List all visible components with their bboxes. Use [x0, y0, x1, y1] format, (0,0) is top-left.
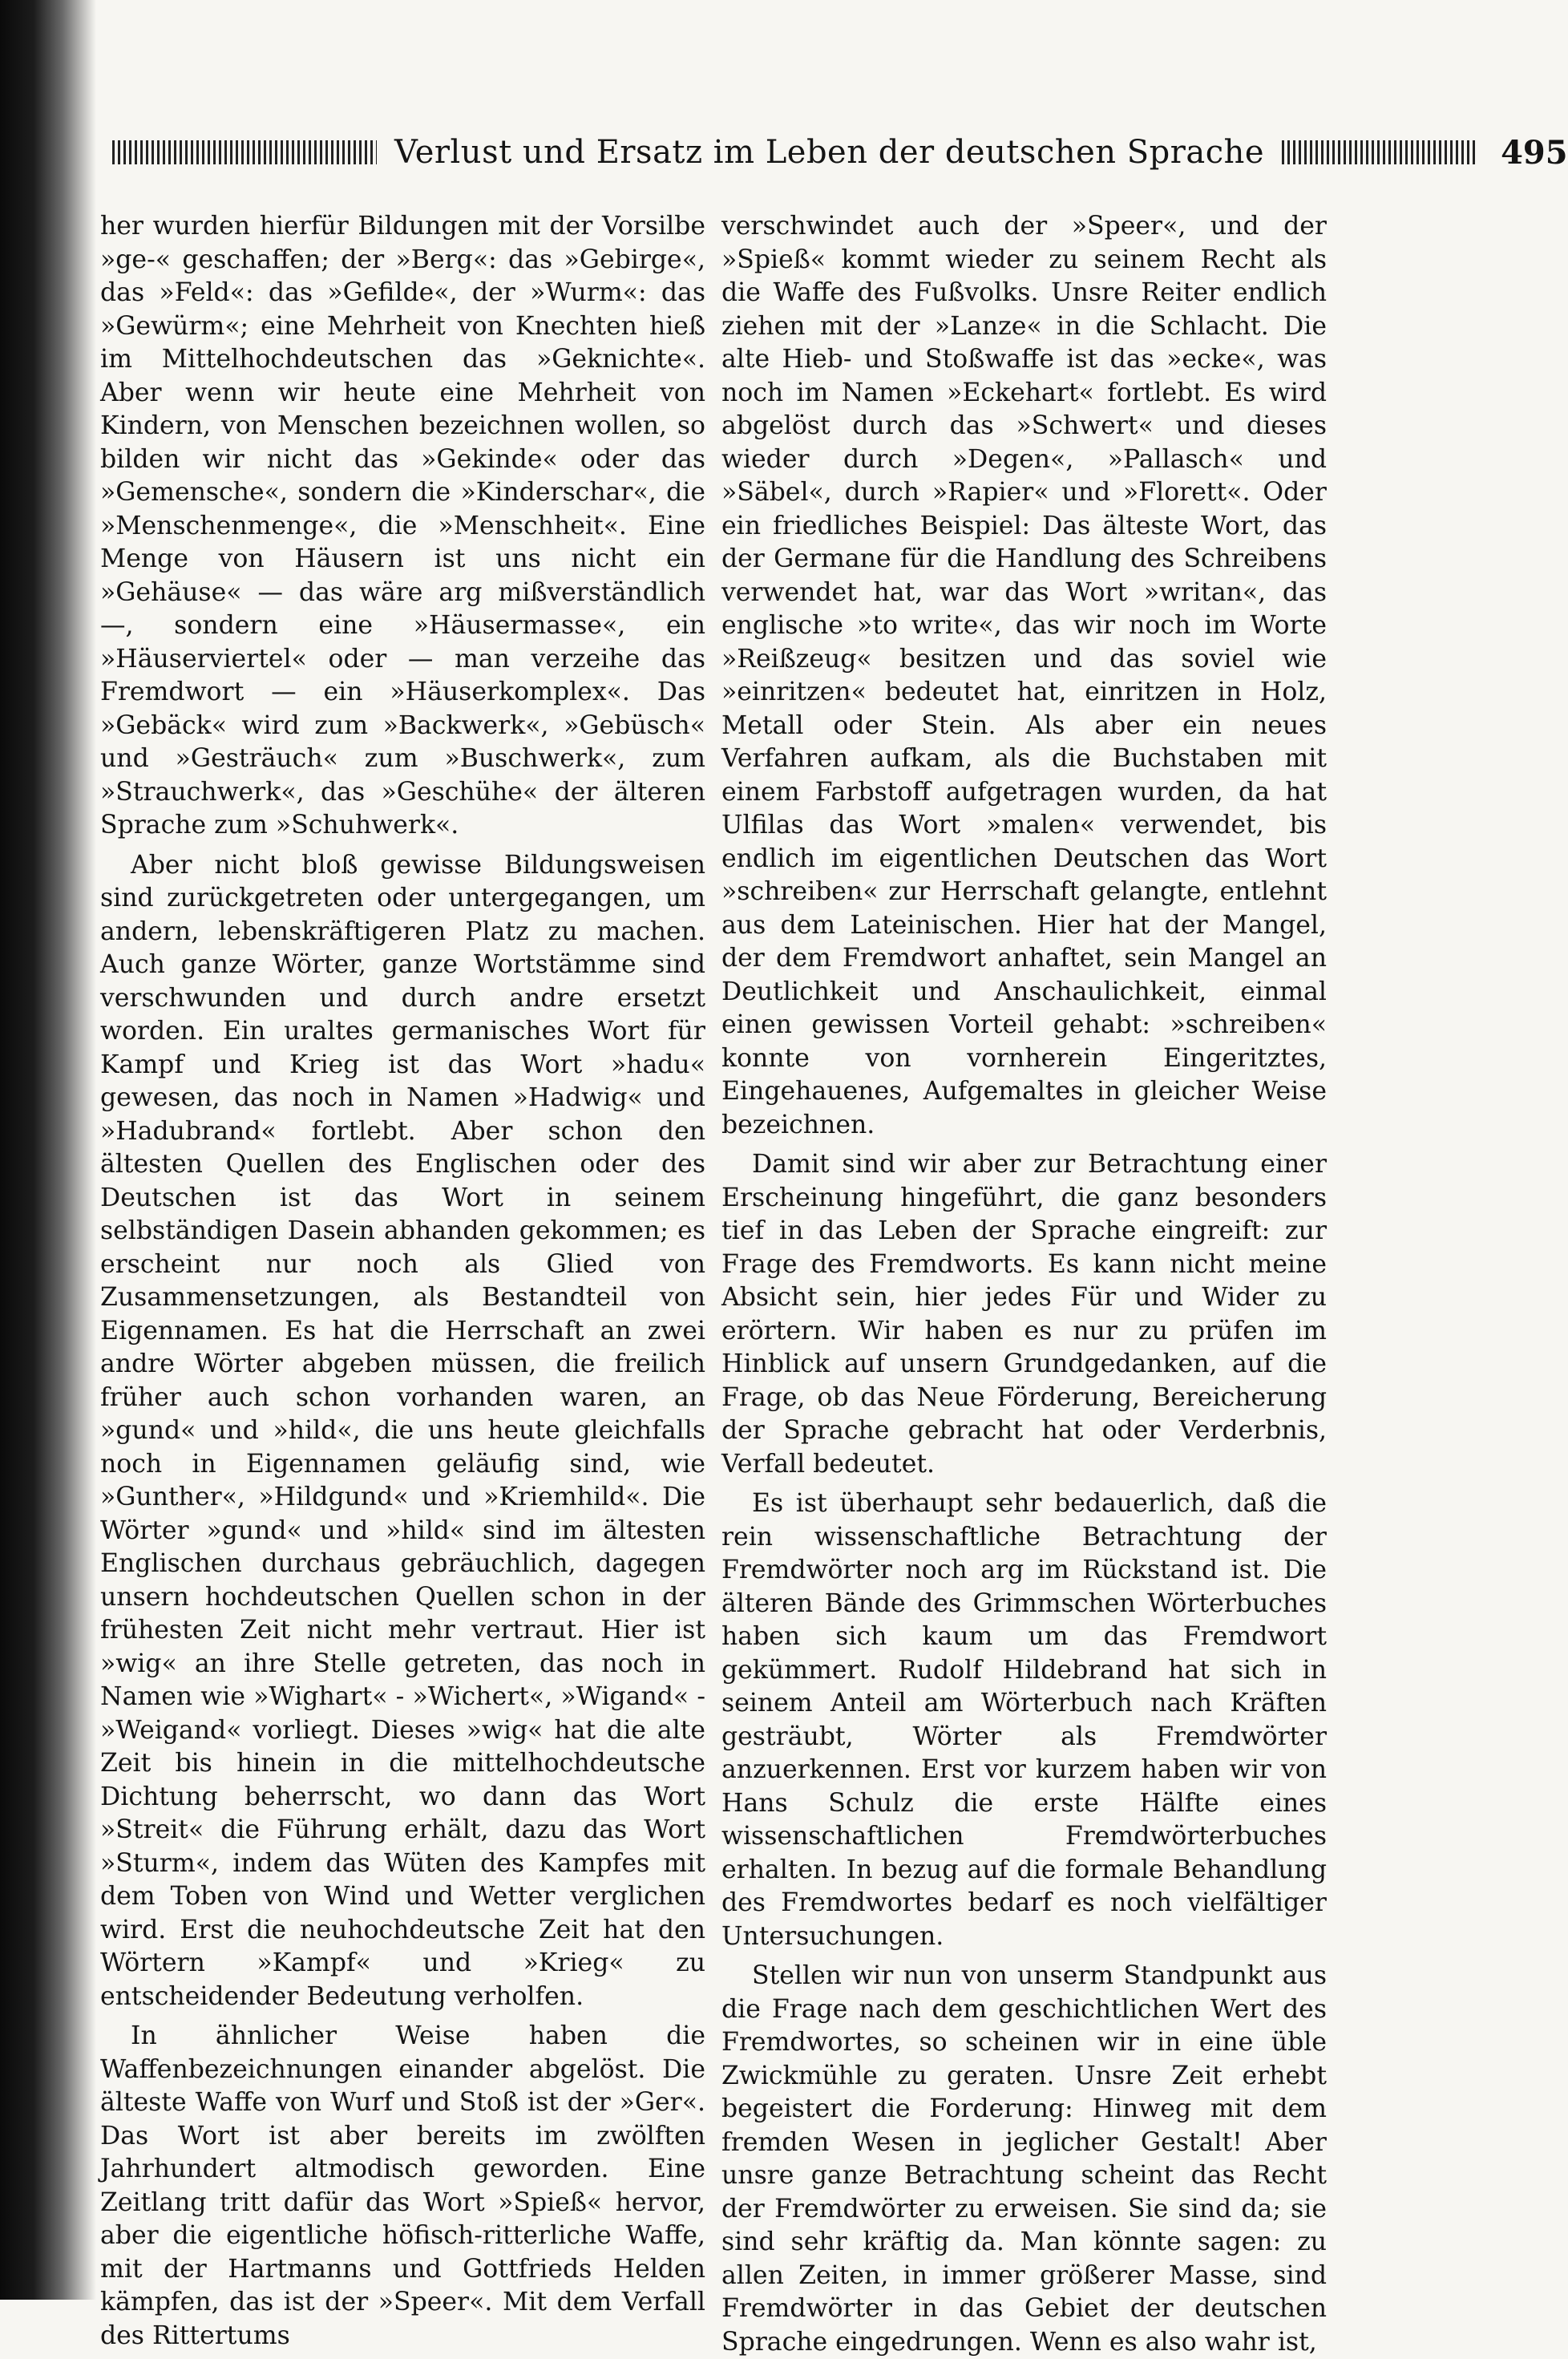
header-ornament-left	[112, 140, 377, 164]
page-header	[112, 120, 1568, 184]
running-title: Verlust und Ersatz im Leben der deutschen Sprache	[394, 134, 1265, 171]
header-ornament-right	[1282, 140, 1478, 164]
right-column	[721, 210, 1327, 2359]
paragraph: Stellen wir nun von unserm Standpunkt aus die Frage nach dem geschichtlichen Wert des Fremdwortes, so scheinen wir in eine üble Zwickmühle zu geraten. Unsre Zeit erhebt begeistert die Forderung: Hinweg mit dem fremden Wesen in jeglicher Gestalt! Aber unsre ganze Betrachtung scheint das Recht der Fremdwörter zu erweisen. Sie sind da; sie sind sehr kräftig da. Man könnte sagen: zu allen Zeiten, in immer größerer Masse, sind Fremdwörter in das Gebiet der deutschen Sprache eingedrungen. Wenn es also wahr ist,	[721, 1961, 1327, 2357]
page-number: 495	[1501, 133, 1568, 172]
paragraph: Damit sind wir aber zur Betrachtung einer Erscheinung hingeführt, die ganz besonders tief in das Leben der Sprache eingreift: zur Frage des Fremdworts. Es kann nicht meine Absicht sein, hier jedes Für und Wider zu erörtern. Wir haben es nur zu prüfen im Hinblick auf unsern Grundgedanken, auf die Frage, ob das Neue Förderung, Bereicherung der Sprache gebracht hat oder Verderbnis, Verfall bedeutet.	[721, 1150, 1327, 1479]
paragraph: Aber nicht bloß gewisse Bildungsweisen sind zurückgetreten oder untergegangen, um andern, lebenskräftigeren Platz zu machen. Auch ganze Wörter, ganze Wortstämme sind verschwunden und durch andre ersetzt worden. Ein uraltes germanisches Wort für Kampf und Krieg ist das Wort »hadu« gewesen, das noch in Namen »Hadwig« und »Hadubrand« fortlebt. Aber schon den ältesten Quellen des Englischen oder des Deutschen ist das Wort in seinem selbständigen Dasein abhanden gekommen; es erscheint nur noch als Glied von Zusammensetzungen, als Bestandteil von Eigennamen. Es hat die Herrschaft an zwei andre Wörter abgeben müssen, die freilich früher auch schon vorhanden waren, an »gund« und »hild«, die uns heute gleichfalls noch in Eigennamen geläufig sind, wie »Gunther«, »Hildgund« und »Kriemhild«. Die Wörter »gund« und »hild« sind im ältesten Englischen durchaus gebräuchlich, dagegen unsern hochdeutschen Quellen schon in der frühesten Zeit nicht mehr vertraut. Hier ist »wig« an ihre Stelle getreten, das noch in Namen wie »Wighart« - »Wichert«, »Wigand« - »Weigand« vorliegt. Dieses »wig« hat die alte Zeit bis hinein in die mittelhochdeutsche Dichtung beherrscht, wo dann das Wort »Streit« die Führung erhält, dazu das Wort »Sturm«, indem das Wüten des Kampfes mit dem Toben von Wind und Wetter verglichen wird. Erst die neuhochdeutsche Zeit hat den Wörtern »Kampf« und »Krieg« zu entscheidender Bedeutung verholfen.	[100, 850, 705, 2011]
scan-edge-shadow	[0, 0, 96, 2300]
paragraph: verschwindet auch der »Speer«, und der »Spieß« kommt wieder zu seinem Recht als die Waffe des Fußvolks. Unsre Reiter endlich ziehen mit der »Lanze« in die Schlacht. Die alte Hieb- und Stoßwaffe ist das »ecke«, was noch im Namen »Eckehart« fortlebt. Es wird abgelöst durch das »Schwert« und dieses wieder durch »Degen«, »Pallasch« und »Säbel«, durch »Rapier« und »Florett«. Oder ein friedliches Beispiel: Das älteste Wort, das der Germane für die Handlung des Schreibens verwendet hat, war das Wort »writan«, das englische »to write«, das wir noch im Worte »Reißzeug« besitzen und das soviel wie »einritzen« bedeutet hat, einritzen in Holz, Metall oder Stein. Als aber ein neues Verfahren aufkam, als die Buchstaben mit einem Farbstoff aufgetragen wurden, da hat Ulfilas das Wort »malen« verwendet, bis endlich im eigentlichen Deutschen das Wort »schreiben« zur Herrschaft gelangte, entlehnt aus dem Lateinischen. Hier hat der Mangel, der dem Fremdwort anhaftet, sein Mangel an Deutlichkeit und Anschaulichkeit, einmal einen gewissen Vorteil gehabt: »schreiben« konnte von vornherein Eingeritztes, Eingehauenes, Aufgemaltes in gleicher Weise bezeichnen.	[721, 212, 1327, 1139]
paragraph: her wurden hierfür Bildungen mit der Vorsilbe »ge-« geschaffen; der »Berg«: das »Gebirge«, das »Feld«: das »Gefilde«, der »Wurm«: das »Gewürm«; eine Mehrheit von Knechten hieß im Mittelhochdeutschen das »Geknichte«. Aber wenn wir heute eine Mehrheit von Kindern, von Menschen bezeichnen wollen, so bilden wir nicht das »Gekinde« oder das »Gemensche«, sondern die »Kinderschar«, die »Menschenmenge«, die »Menschheit«. Eine Menge von Häusern ist uns nicht ein »Gehäuse« — das wäre arg mißverständlich —, sondern eine »Häusermasse«, ein »Häuserviertel« oder — man verzeihe das Fremdwort — ein »Häuserkomplex«. Das »Gebäck« wird zum »Backwerk«, »Gebüsch« und »Gesträuch« zum »Buschwerk«, zum »Strauchwerk«, das »Geschühe« der älteren Sprache zum »Schuhwerk«.	[100, 212, 705, 840]
left-column	[100, 210, 705, 2353]
paragraph: Es ist überhaupt sehr bedauerlich, daß die rein wissenschaftliche Betrachtung der Fremdwörter noch arg im Rückstand ist. Die älteren Bände des Grimmschen Wörterbuches haben sich kaum um das Fremdwort gekümmert. Rudolf Hildebrand hat sich in seinem Anteil am Wörterbuch nach Kräften gesträubt, Wörter als Fremdwörter anzuerkennen. Erst vor kurzem haben wir von Hans Schulz die erste Hälfte eines wissenschaftlichen Fremdwörterbuches erhalten. In bezug auf die formale Behandlung des Fremdwortes bedarf es noch vielfältiger Untersuchungen.	[721, 1489, 1327, 1951]
paragraph: In ähnlicher Weise haben die Waffenbezeichnungen einander abgelöst. Die älteste Waffe von Wurf und Stoß ist der »Ger«. Das Wort ist aber bereits im zwölften Jahrhundert altmodisch geworden. Eine Zeitlang tritt dafür das Wort »Spieß« hervor, aber die eigentliche höfisch-ritterliche Waffe, mit der Hartmanns und Gottfrieds Helden kämpfen, das ist der »Speer«. Mit dem Verfall des Rittertums	[100, 2021, 705, 2350]
